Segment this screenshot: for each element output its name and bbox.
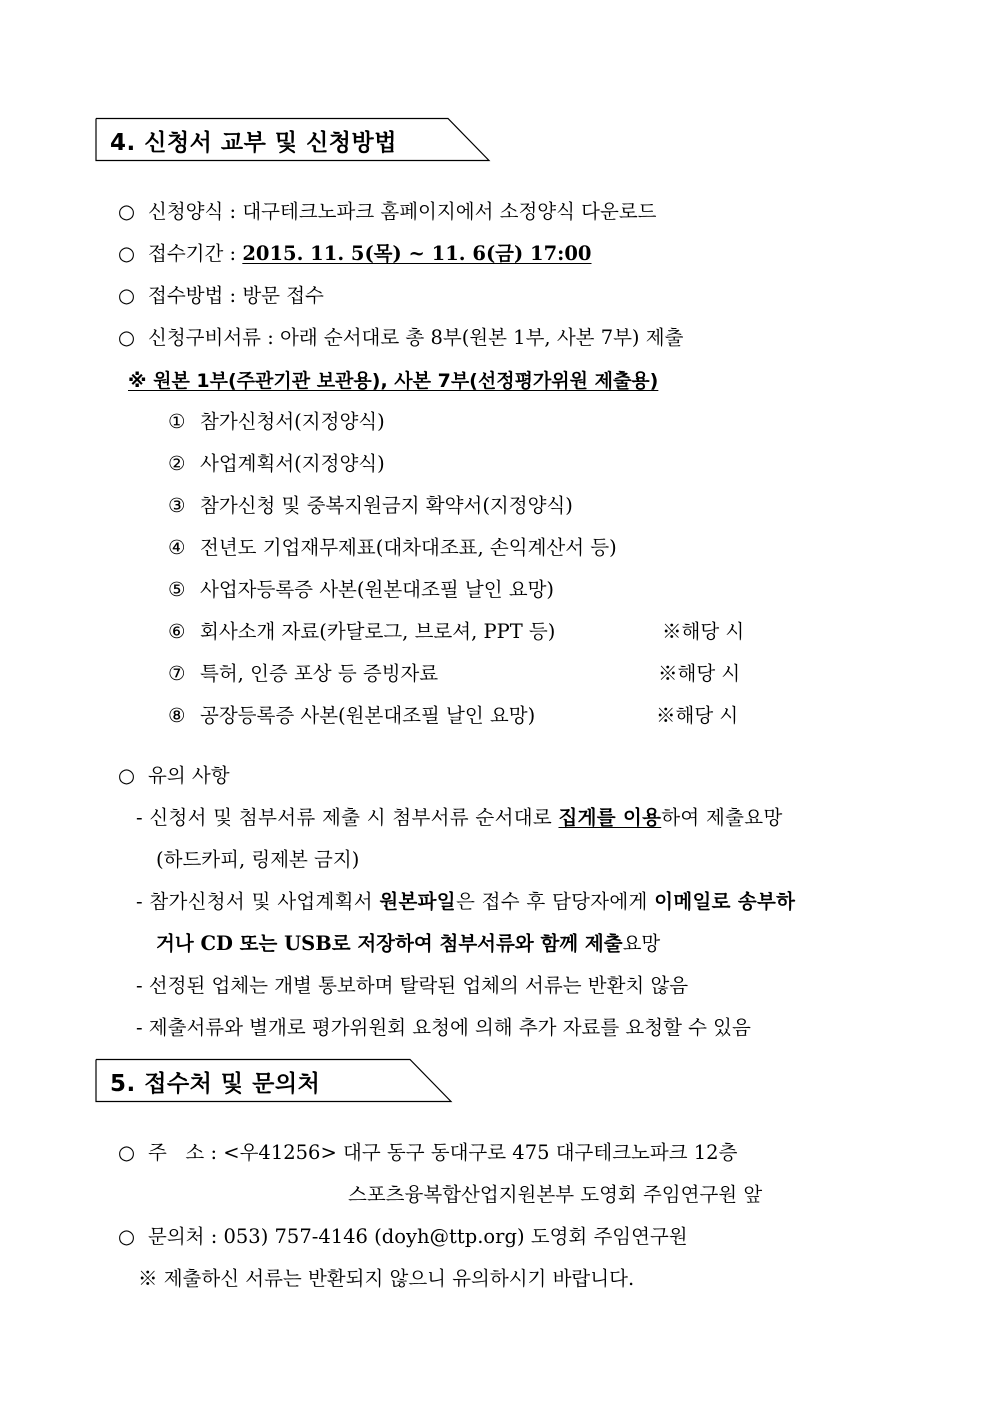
document-list-item: ⑦ 특허, 인증 포상 등 증빙자료: [168, 662, 439, 685]
item-reception-method: ○ 접수방법 : 방문 접수: [118, 284, 324, 307]
return-footnote: ※ 제출하신 서류는 반환되지 않으니 유의하시기 바랍니다.: [138, 1267, 635, 1290]
caution-item: - 신청서 및 첨부서류 제출 시 첨부서류 순서대로 집게를 이용하여 제출요망: [136, 806, 783, 829]
caution-item: - 선정된 업체는 개별 통보하며 탈락된 업체의 서류는 반환치 않음: [136, 974, 689, 997]
document-list-item: ⑥ 회사소개 자료(카달로그, 브로셔, PPT 등): [168, 620, 556, 643]
document-list-item: ⑧ 공장등록증 사본(원본대조필 날인 요망): [168, 704, 536, 727]
document-list-item: ④ 전년도 기업재무제표(대차대조표, 손익계산서 등): [168, 536, 617, 559]
if-applicable-note: ※해당 시: [656, 704, 739, 727]
caution-item: - 참가신청서 및 사업계획서 원본파일은 접수 후 담당자에게 이메일로 송부하: [136, 890, 796, 913]
if-applicable-note: ※해당 시: [658, 662, 741, 685]
bullet: ○: [118, 284, 136, 307]
item-required-documents: ○ 신청구비서류 : 아래 순서대로 총 8부(원본 1부, 사본 7부) 제출: [118, 326, 684, 349]
address-line: ○ 주 소 : <우41256> 대구 동구 동대구로 475 대구테크노파크 12층: [118, 1141, 738, 1164]
contact-line: ○ 문의처 : 053) 757-4146 (doyh@ttp.org) 도영회 주임연구원: [118, 1225, 688, 1248]
section-title: 4. 신청서 교부 및 신청방법: [110, 130, 397, 156]
document-list-item: ③ 참가신청 및 중복지원금지 확약서(지정양식): [168, 494, 573, 517]
bullet: ○: [118, 1141, 136, 1164]
if-applicable-note: ※해당 시: [662, 620, 745, 643]
original-copy-notice: ※ 원본 1부(주관기관 보관용), 사본 7부(선정평가위원 제출용): [128, 370, 659, 392]
document-list-item: ⑤ 사업자등록증 사본(원본대조필 날인 요망): [168, 578, 555, 601]
section-5-header: [96, 1059, 452, 1101]
caution-item-continued: (하드카피, 링제본 금지): [156, 848, 360, 871]
section-4-header: [96, 118, 490, 160]
bullet: ○: [118, 326, 136, 349]
bullet: ○: [118, 764, 136, 787]
item-reception-period: ○ 접수기간 : 2015. 11. 5(목) ~ 11. 6(금) 17:00: [118, 242, 592, 265]
caution-item: - 제출서류와 별개로 평가위원회 요청에 의해 추가 자료를 요청할 수 있음: [136, 1016, 751, 1039]
caution-heading: ○ 유의 사항: [118, 764, 230, 787]
section-title: 5. 접수처 및 문의처: [110, 1071, 321, 1097]
bullet: ○: [118, 1225, 136, 1248]
document-list-item: ② 사업계획서(지정양식): [168, 452, 385, 475]
caution-item-continued: 거나 CD 또는 USB로 저장하여 첨부서류와 함께 제출요망: [156, 932, 661, 955]
reception-period-value: 2015. 11. 5(목) ~ 11. 6(금) 17:00: [242, 242, 592, 265]
document-list-item: ① 참가신청서(지정양식): [168, 410, 385, 433]
address-line-2: 스포츠융복합산업지원본부 도영회 주임연구원 앞: [348, 1183, 763, 1206]
bullet: ○: [118, 200, 136, 223]
bullet: ○: [118, 242, 136, 265]
item-application-form: ○ 신청양식 : 대구테크노파크 홈페이지에서 소정양식 다운로드: [118, 200, 657, 223]
